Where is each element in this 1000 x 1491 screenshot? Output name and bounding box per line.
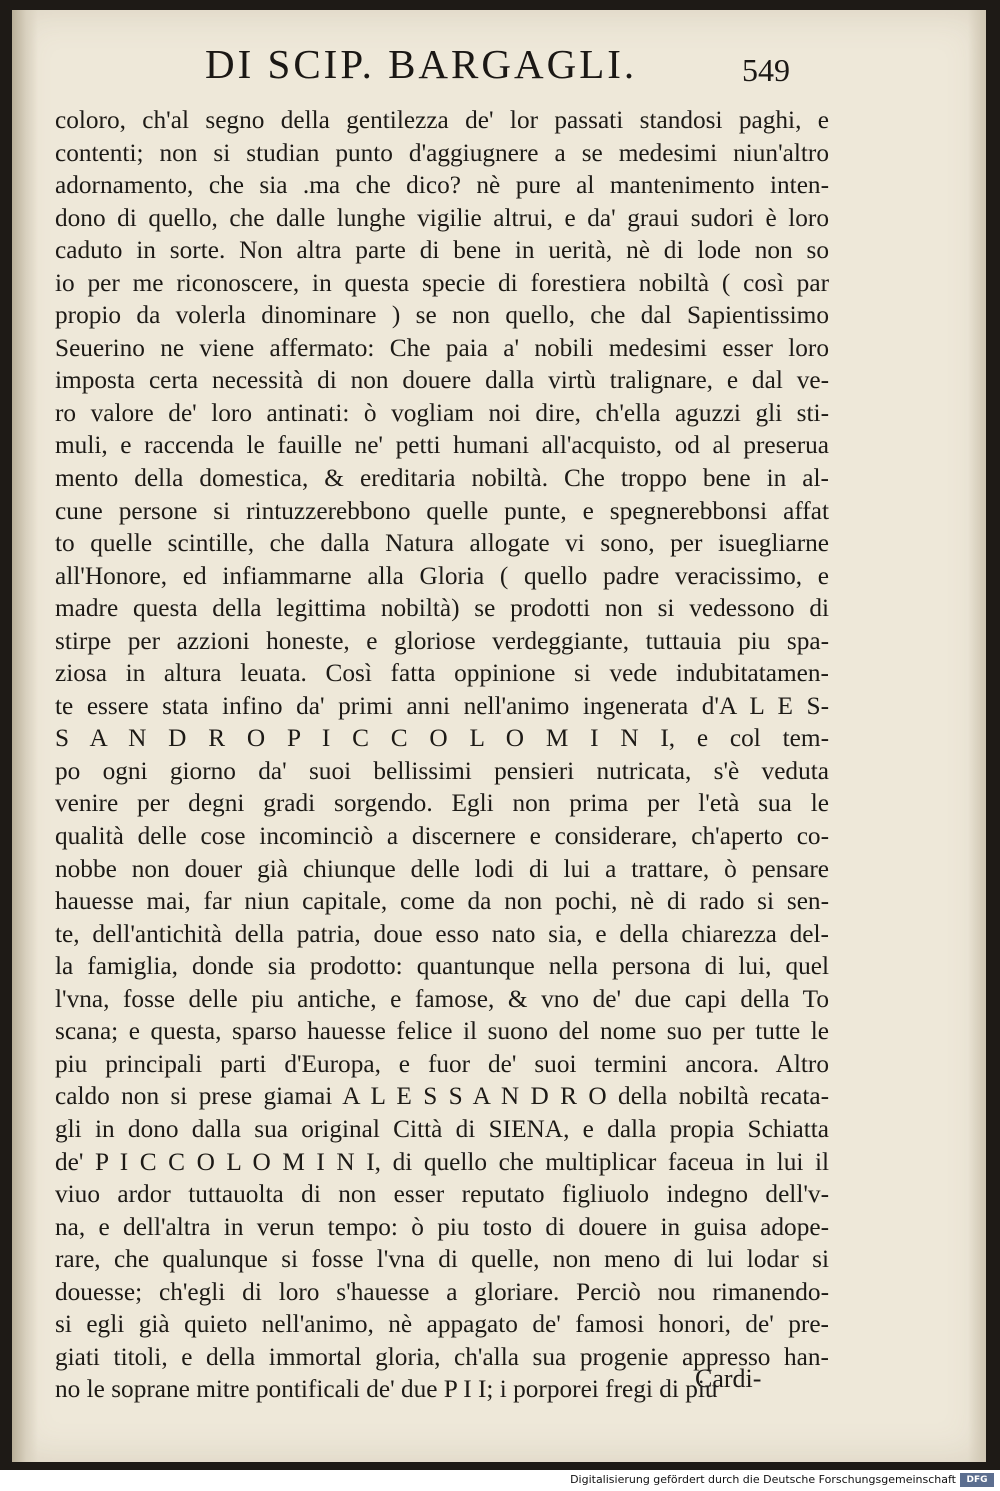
text-line: Seuerino ne viene affermato: Che paia a' nobili medesimi esser loro — [55, 333, 829, 362]
page-gutter-shadow — [12, 10, 38, 1462]
text-line: propio da volerla dinominare ) se non quello, che dal Sapientissimo — [55, 301, 829, 330]
text-line: si egli già quieto nell'animo, nè appagato de' famosi honori, de' pre- — [55, 1310, 829, 1339]
text-line: cune persone si rintuzzerebbono quelle punte, e spegnerebbonsi affat — [55, 496, 829, 525]
text-line: gli in dono dalla sua original Città di SIENA, e dalla propia Schiatta — [55, 1114, 829, 1143]
text-line: la famiglia, donde sia prodotto: quantunque nella persona di lui, quel — [55, 952, 829, 981]
text-line: muli, e raccenda le fauille ne' petti humani all'acquisto, od al preserua — [55, 431, 829, 460]
text-line: stirpe per azzioni honeste, e gloriose verdeggiante, tuttauia piu spa- — [55, 626, 829, 655]
text-line: qualità delle cose incominciò a discernere e considerare, ch'aperto co- — [55, 822, 829, 851]
footer-bar — [0, 1470, 1000, 1491]
text-line: te, dell'antichità della patria, doue esso nato sia, e della chiarezza del- — [55, 919, 829, 948]
text-line: mento della domestica, & ereditaria nobiltà. Che troppo bene in al- — [55, 464, 829, 493]
text-line: l'vna, fosse delle piu antiche, e famose, & vno de' due capi della To — [55, 984, 829, 1013]
text-line: all'Honore, ed infiammarne alla Gloria ( quello padre veracissimo, e — [55, 561, 829, 590]
text-line: no le soprane mitre pontificali de' due P I I; i porporei fregi di piu — [55, 1375, 718, 1404]
page-edge-shadow — [968, 10, 986, 1462]
funding-credit: Digitalisierung gefördert durch die Deutsche Forschungsgemeinschaft — [570, 1473, 956, 1486]
text-line: po ogni giorno da' suoi bellissimi pensieri nutricata, s'è veduta — [55, 756, 829, 785]
text-line: contenti; non si studian punto d'aggiugnere a se medesimi niun'altro — [55, 138, 829, 167]
text-line: caduto in sorte. Non altra parte di bene in uerità, nè di lode non so — [55, 236, 829, 265]
text-line: giati titoli, e della immortal gloria, ch'alla sua progenie appresso han- — [55, 1342, 829, 1371]
text-line: rare, che qualunque si fosse l'vna di quelle, non meno di lui lodar si — [55, 1245, 829, 1274]
text-line: piu principali parti d'Europa, e fuor de' suoi termini ancora. Altro — [55, 1049, 829, 1078]
dfg-logo: DFG — [960, 1473, 994, 1487]
text-line: viuo ardor tuttauolta di non esser reputato figliuolo indegno dell'v- — [55, 1180, 829, 1209]
text-line: madre questa della legittima nobiltà) se prodotti non si vedessono di — [55, 594, 829, 623]
text-line: na, e dell'altra in verun tempo: ò piu tosto di douere in guisa adope- — [55, 1212, 829, 1241]
text-line: adornamento, che sia .ma che dico? nè pure al mantenimento inten- — [55, 171, 829, 200]
text-line: scana; e questa, sparso hauesse felice il suono del nome suo per tutte le — [55, 1017, 829, 1046]
page-number: 549 — [742, 52, 790, 88]
text-line: imposta certa necessità di non douere dalla virtù tralignare, e dal ve- — [55, 366, 829, 395]
running-head: DI SCIP. BARGAGLI. — [205, 41, 638, 87]
text-line: de' P I C C O L O M I N I, di quello che multiplicar faceua in lui il — [55, 1147, 829, 1176]
text-line: ziosa in altura leuata. Così fatta oppinione si vede indubitatamen- — [55, 659, 829, 688]
text-line: nobbe non douer già chiunque delle lodi di lui a trattare, ò pensare — [55, 854, 829, 883]
text-line: coloro, ch'al segno della gentilezza de' lor passati standosi paghi, e — [55, 106, 829, 134]
text-line: dono di quello, che dalle lunghe vigilie altrui, e da' graui sudori è loro — [55, 203, 829, 232]
text-line: ro valore de' loro antinati: ò vogliam noi dire, ch'ella aguzzi gli sti- — [55, 398, 829, 427]
catchword: Cardi- — [695, 1364, 762, 1393]
text-line: S A N D R O P I C C O L O M I N I, e col tem- — [55, 724, 829, 753]
text-line: io per me riconoscere, in questa specie di forestiera nobiltà ( così par — [55, 268, 829, 297]
text-line: hauesse mai, far niun capitale, come da non pochi, nè di rado si sen- — [55, 887, 829, 916]
body-text — [55, 104, 829, 1406]
text-line: caldo non si prese giamai A L E S S A N D R O della nobiltà recata- — [55, 1082, 829, 1111]
text-line: te essere stata infino da' primi anni nell'animo ingenerata d'A L E S- — [55, 691, 829, 720]
text-line: douesse; ch'egli di loro s'hauesse a gloriare. Perciò nou rimanendo- — [55, 1277, 829, 1306]
text-line: to quelle scintille, che dalla Natura allogate vi sono, per isuegliarne — [55, 529, 829, 558]
text-line: venire per degni gradi sorgendo. Egli non prima per l'età sua le — [55, 789, 829, 818]
